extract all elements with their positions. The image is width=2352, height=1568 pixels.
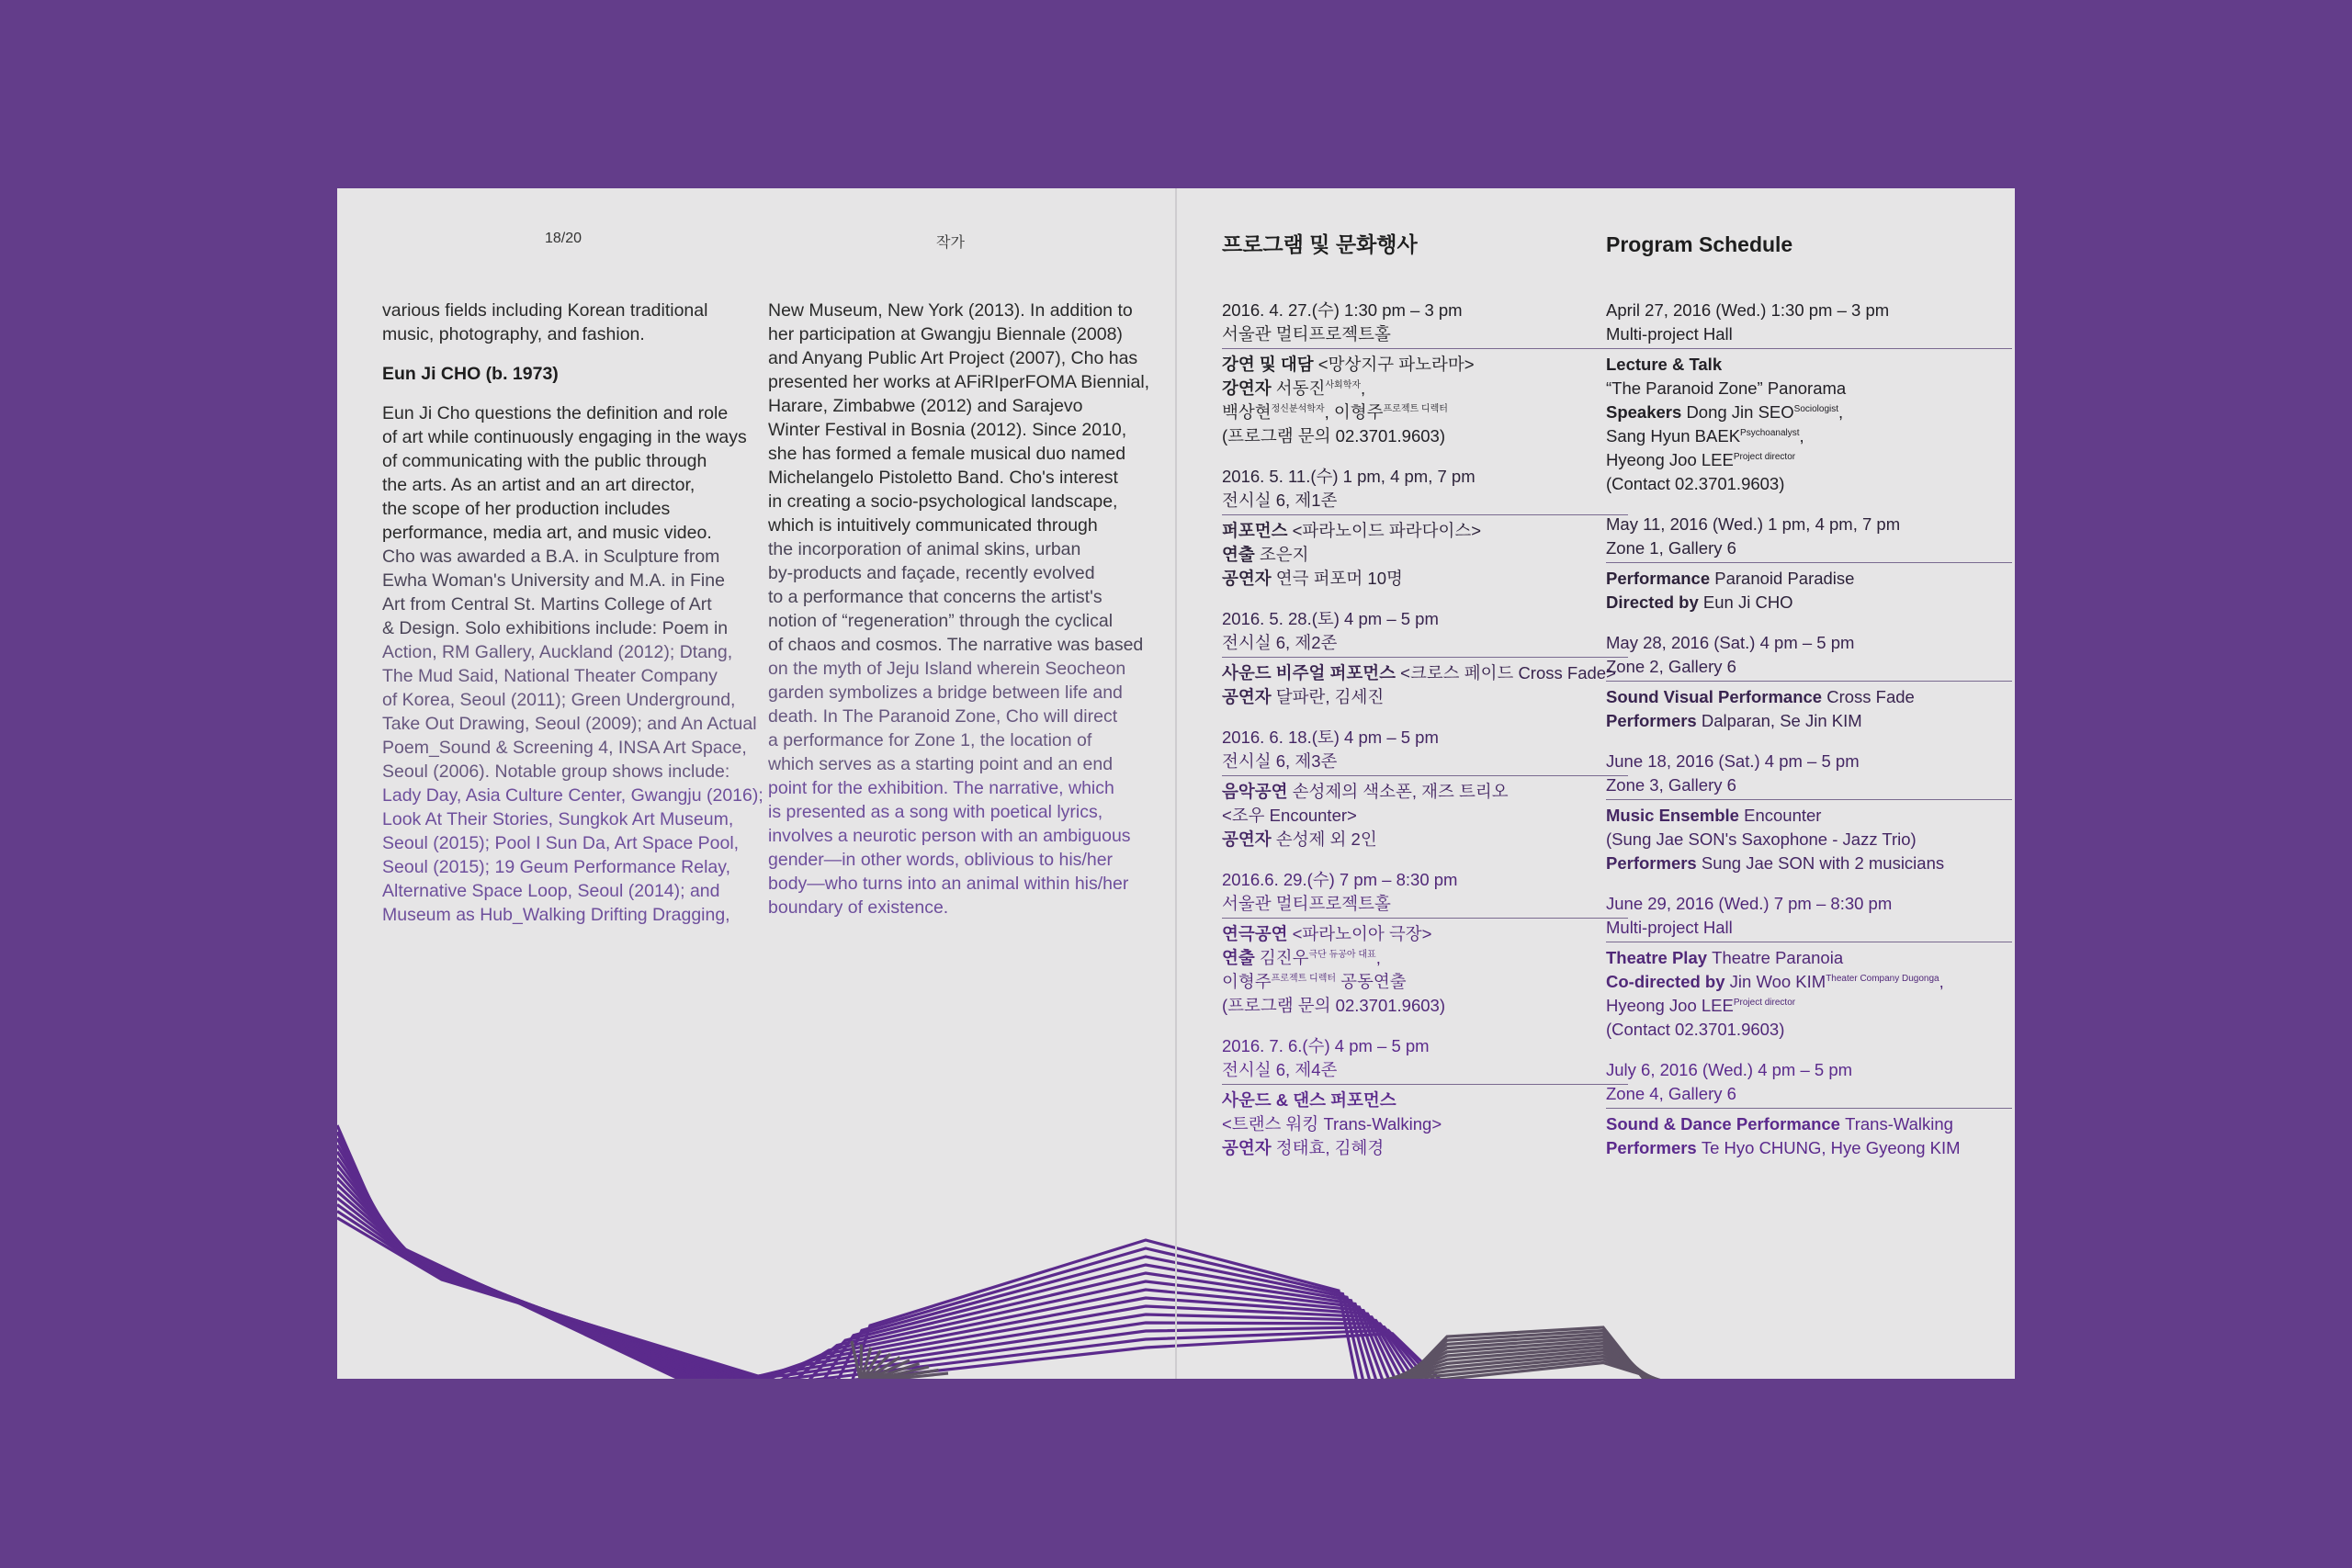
event-detail bbox=[1606, 970, 2012, 994]
text-column-2 bbox=[768, 299, 1154, 935]
event-date bbox=[1222, 726, 1628, 776]
detail-text: Jin Woo KIM bbox=[1729, 972, 1826, 991]
detail-text: Te Hyo CHUNG, Hye Gyeong KIM bbox=[1701, 1138, 1961, 1157]
event-detail bbox=[1222, 922, 1628, 946]
event-detail bbox=[1222, 400, 1628, 424]
detail-label: 사운드 & 댄스 퍼포먼스 bbox=[1222, 1090, 1396, 1110]
text-line: which is intuitively communicated through bbox=[768, 515, 1098, 536]
event-block bbox=[1222, 299, 1628, 448]
detail-label: 강연 및 대담 bbox=[1222, 355, 1318, 374]
detail-label: 공연자 bbox=[1222, 687, 1276, 706]
detail-text: 이형주 bbox=[1222, 972, 1272, 991]
text-line: involves a neurotic person with an ambiguous bbox=[768, 826, 1131, 846]
event-detail bbox=[1606, 1112, 2012, 1136]
detail-label: 연출 bbox=[1222, 948, 1260, 967]
event-datetime: 2016. 4. 27.(수) 1:30 pm – 3 pm bbox=[1222, 300, 1463, 320]
text-line: the incorporation of animal skins, urban bbox=[768, 539, 1081, 559]
event-datetime: 2016. 6. 18.(토) 4 pm – 5 pm bbox=[1222, 728, 1439, 747]
event-datetime: 2016. 7. 6.(수) 4 pm – 5 pm bbox=[1222, 1036, 1430, 1055]
event-detail bbox=[1606, 709, 2012, 733]
decor-line bbox=[337, 1185, 746, 1379]
detail-text: <트랜스 워킹 Trans-Walking> bbox=[1222, 1114, 1442, 1134]
event-block bbox=[1222, 1034, 1628, 1160]
event-block bbox=[1222, 726, 1628, 852]
english-event-list bbox=[1606, 299, 2012, 1160]
event-date bbox=[1222, 465, 1628, 515]
text-line: by-products and façade, recently evolved bbox=[768, 563, 1095, 583]
event-block bbox=[1222, 607, 1628, 709]
artist-bio bbox=[382, 401, 768, 927]
detail-label: Theatre Play bbox=[1606, 948, 1713, 967]
detail-text: “The Paranoid Zone” Panorama bbox=[1606, 378, 1847, 398]
purple-fan-left bbox=[337, 1125, 779, 1379]
role-superscript: Theater Company Dugonga bbox=[1826, 974, 1939, 984]
detail-label: Performers bbox=[1606, 711, 1702, 730]
detail-text: Hyeong Joo LEE bbox=[1606, 996, 1734, 1015]
event-block bbox=[1606, 631, 2012, 733]
decor-line bbox=[337, 1204, 765, 1379]
detail-text: <파라노이드 파라다이스> bbox=[1292, 521, 1482, 540]
event-date bbox=[1606, 1058, 2012, 1109]
role-superscript: Sociologist bbox=[1793, 404, 1839, 414]
event-detail bbox=[1606, 1018, 2012, 1042]
detail-label: 강연자 bbox=[1222, 378, 1276, 398]
event-datetime: April 27, 2016 (Wed.) 1:30 pm – 3 pm bbox=[1606, 300, 1890, 320]
event-detail bbox=[1222, 970, 1628, 994]
detail-text: 손성제의 색소폰, 재즈 트리오 bbox=[1292, 782, 1509, 801]
event-detail bbox=[1606, 377, 2012, 400]
detail-text: 연극 퍼포머 10명 bbox=[1275, 569, 1403, 588]
text-line: boundary of existence. bbox=[768, 897, 949, 918]
event-block bbox=[1606, 1058, 2012, 1160]
event-date bbox=[1222, 868, 1628, 919]
event-detail bbox=[1222, 353, 1628, 377]
text-line: Lady Day, Asia Culture Center, Gwangju (2016); bbox=[382, 785, 763, 806]
detail-label: 사운드 비주얼 퍼포먼스 bbox=[1222, 663, 1401, 682]
event-venue: 전시실 6, 제2존 bbox=[1222, 633, 1338, 652]
detail-text: <크로스 페이드 Cross Fade> bbox=[1400, 663, 1616, 682]
text-line: Museum as Hub_Walking Drifting Dragging, bbox=[382, 905, 730, 925]
detail-text: 달파란, 김세진 bbox=[1275, 687, 1385, 706]
detail-text: Cross Fade bbox=[1826, 687, 1915, 706]
detail-text: , bbox=[1939, 972, 1944, 991]
detail-label: Performers bbox=[1606, 1138, 1702, 1157]
role-superscript: 사회학자 bbox=[1325, 380, 1362, 390]
event-datetime: 2016. 5. 11.(수) 1 pm, 4 pm, 7 pm bbox=[1222, 467, 1476, 486]
english-schedule bbox=[1606, 231, 2012, 1177]
event-detail bbox=[1606, 591, 2012, 615]
event-detail bbox=[1606, 400, 2012, 424]
event-venue: 전시실 6, 제4존 bbox=[1222, 1060, 1338, 1079]
event-datetime: 2016.6. 29.(수) 7 pm – 8:30 pm bbox=[1222, 870, 1458, 889]
text-line: in creating a socio-psychological landscape, bbox=[768, 491, 1118, 512]
role-superscript: 프로젝트 디렉터 bbox=[1383, 404, 1448, 414]
event-venue: 전시실 6, 제3존 bbox=[1222, 751, 1338, 771]
text-line: of communicating with the public through bbox=[382, 451, 707, 471]
decor-line bbox=[337, 1191, 752, 1379]
text-column-1 bbox=[382, 299, 768, 942]
text-line: & Design. Solo exhibitions include: Poem in bbox=[382, 618, 729, 638]
event-detail bbox=[1606, 685, 2012, 709]
event-detail bbox=[1222, 804, 1628, 828]
detail-label: 공연자 bbox=[1222, 829, 1276, 849]
detail-text: <파라노이아 극장> bbox=[1292, 924, 1432, 943]
detail-label: 연극공연 bbox=[1222, 924, 1293, 943]
text-line: Ewha Woman's University and M.A. in Fine bbox=[382, 570, 725, 591]
detail-label: 공연자 bbox=[1222, 1138, 1276, 1157]
text-line: performance, media art, and music video. bbox=[382, 523, 712, 543]
detail-text: Dalparan, Se Jin KIM bbox=[1701, 711, 1862, 730]
event-datetime: June 18, 2016 (Sat.) 4 pm – 5 pm bbox=[1606, 751, 1860, 771]
detail-label: Directed by bbox=[1606, 592, 1703, 612]
detail-text: Dong Jin SEO bbox=[1686, 402, 1794, 422]
detail-label: Speakers bbox=[1606, 402, 1687, 422]
page-number: 18/20 bbox=[545, 231, 582, 246]
event-detail bbox=[1222, 661, 1628, 685]
event-detail bbox=[1606, 353, 2012, 377]
event-detail bbox=[1222, 567, 1628, 591]
role-superscript: 프로젝트 디렉터 bbox=[1271, 974, 1337, 984]
event-venue: Zone 4, Gallery 6 bbox=[1606, 1084, 1736, 1103]
center-fold bbox=[1175, 188, 1177, 1379]
event-date bbox=[1606, 513, 2012, 563]
text-line: Seoul (2015); 19 Geum Performance Relay, bbox=[382, 857, 730, 877]
text-line: she has formed a female musical duo named bbox=[768, 444, 1126, 464]
event-venue: Zone 2, Gallery 6 bbox=[1606, 657, 1736, 676]
event-detail bbox=[1606, 804, 2012, 828]
event-datetime: 2016. 5. 28.(토) 4 pm – 5 pm bbox=[1222, 609, 1439, 628]
event-detail bbox=[1222, 946, 1628, 970]
detail-label: Performance bbox=[1606, 569, 1715, 588]
detail-text: , bbox=[1799, 426, 1804, 446]
detail-text: , bbox=[1838, 402, 1844, 422]
event-date bbox=[1606, 750, 2012, 800]
text-line: gender—in other words, oblivious to his/her bbox=[768, 850, 1114, 870]
event-datetime: May 28, 2016 (Sat.) 4 pm – 5 pm bbox=[1606, 633, 1855, 652]
event-block bbox=[1222, 465, 1628, 591]
event-date bbox=[1222, 607, 1628, 658]
event-block bbox=[1606, 892, 2012, 1042]
text-line: Action, RM Gallery, Auckland (2012); Dtang, bbox=[382, 642, 733, 662]
event-datetime: July 6, 2016 (Wed.) 4 pm – 5 pm bbox=[1606, 1060, 1853, 1079]
detail-label: Lecture & Talk bbox=[1606, 355, 1723, 374]
event-detail bbox=[1606, 567, 2012, 591]
event-venue: Zone 1, Gallery 6 bbox=[1606, 538, 1736, 558]
role-superscript: Psychoanalyst bbox=[1740, 428, 1800, 438]
event-detail bbox=[1606, 424, 2012, 448]
event-block bbox=[1606, 299, 2012, 496]
text-line: Poem_Sound & Screening 4, INSA Art Space, bbox=[382, 738, 747, 758]
section-label: 작가 bbox=[936, 235, 965, 251]
detail-text: Paranoid Paradise bbox=[1714, 569, 1855, 588]
text-line: presented her works at AFiRIperFOMA Biennial, bbox=[768, 372, 1150, 392]
detail-text: Hyeong Joo LEE bbox=[1606, 450, 1734, 469]
event-detail bbox=[1222, 543, 1628, 567]
text-line: notion of “regeneration” through the cyclical bbox=[768, 611, 1114, 631]
text-line: which serves as a starting point and an end bbox=[768, 754, 1114, 774]
booklet-spread bbox=[337, 188, 2015, 1379]
artist-heading: Eun Ji CHO (b. 1973) bbox=[382, 364, 559, 384]
event-venue: 서울관 멀티프로젝트홀 bbox=[1222, 894, 1391, 913]
detail-text: , bbox=[1375, 948, 1381, 967]
text-line: garden symbolizes a bridge between life and bbox=[768, 682, 1123, 703]
detail-label: Sound & Dance Performance bbox=[1606, 1114, 1846, 1134]
event-detail bbox=[1222, 519, 1628, 543]
event-detail bbox=[1606, 472, 2012, 496]
text-line: of art while continuously engaging in the ways bbox=[382, 427, 747, 447]
purple-fan-center bbox=[658, 1240, 1442, 1379]
detail-text: 공동연출 bbox=[1336, 972, 1407, 991]
detail-text: (Contact 02.3701.9603) bbox=[1606, 1020, 1785, 1039]
event-detail bbox=[1222, 377, 1628, 400]
decor-line bbox=[337, 1212, 773, 1379]
text-line: Art from Central St. Martins College of Art bbox=[382, 594, 712, 615]
text-line: of chaos and cosmos. The narrative was based bbox=[768, 635, 1144, 655]
event-venue: Zone 3, Gallery 6 bbox=[1606, 775, 1736, 795]
decor-line bbox=[337, 1198, 759, 1379]
detail-text: 서동진 bbox=[1275, 378, 1326, 398]
event-venue: 서울관 멀티프로젝트홀 bbox=[1222, 324, 1391, 344]
role-superscript: Project director bbox=[1733, 452, 1796, 462]
detail-label: Sound Visual Performance bbox=[1606, 687, 1827, 706]
event-date bbox=[1606, 299, 2012, 349]
text-line: Alternative Space Loop, Seoul (2014); and bbox=[382, 881, 720, 901]
event-date bbox=[1606, 631, 2012, 682]
decor-line bbox=[337, 1218, 779, 1379]
detail-text: Sang Hyun BAEK bbox=[1606, 426, 1741, 446]
text-line: music, photography, and fashion. bbox=[382, 324, 645, 344]
detail-text: 김진우 bbox=[1259, 948, 1309, 967]
event-date bbox=[1222, 1034, 1628, 1085]
text-line: body—who turns into an animal within his/her bbox=[768, 874, 1129, 894]
detail-text: 조은지 bbox=[1259, 545, 1309, 564]
event-date bbox=[1606, 892, 2012, 942]
decor-line bbox=[861, 1345, 862, 1380]
event-venue: Multi-project Hall bbox=[1606, 324, 1733, 344]
role-superscript: 극단 듀공아 대표 bbox=[1308, 950, 1376, 960]
event-detail bbox=[1606, 994, 2012, 1018]
korean-schedule-title: 프로그램 및 문화행사 bbox=[1222, 232, 1418, 256]
text-line: Cho was awarded a B.A. in Sculpture from bbox=[382, 547, 720, 567]
event-date bbox=[1222, 299, 1628, 349]
korean-schedule bbox=[1222, 231, 1628, 1177]
detail-text: Encounter bbox=[1744, 806, 1822, 825]
detail-text: (프로그램 문의 02.3701.9603) bbox=[1222, 996, 1445, 1015]
detail-text: Trans-Walking bbox=[1845, 1114, 1953, 1134]
text-line: the arts. As an artist and an art director, bbox=[382, 475, 695, 495]
text-line: the scope of her production includes bbox=[382, 499, 671, 519]
decor-line bbox=[337, 1179, 740, 1379]
detail-text: Sung Jae SON with 2 musicians bbox=[1701, 853, 1945, 873]
text-line: Eun Ji Cho questions the definition and role bbox=[382, 403, 729, 423]
korean-event-list bbox=[1222, 299, 1628, 1160]
event-detail bbox=[1606, 946, 2012, 970]
event-datetime: May 11, 2016 (Wed.) 1 pm, 4 pm, 7 pm bbox=[1606, 514, 1901, 534]
event-detail bbox=[1222, 780, 1628, 804]
text-line: Take Out Drawing, Seoul (2009); and An Actual bbox=[382, 714, 757, 734]
event-block bbox=[1606, 513, 2012, 615]
text-line: to a performance that concerns the artist's bbox=[768, 587, 1102, 607]
english-schedule-title: Program Schedule bbox=[1606, 232, 1793, 256]
event-detail bbox=[1222, 994, 1628, 1018]
event-detail bbox=[1606, 828, 2012, 852]
event-block bbox=[1606, 750, 2012, 875]
event-block bbox=[1222, 868, 1628, 1018]
detail-text: <망상지구 파노라마> bbox=[1317, 355, 1475, 374]
text-line: Harare, Zimbabwe (2012) and Sarajevo bbox=[768, 396, 1083, 416]
detail-text: <조우 Encounter> bbox=[1222, 806, 1357, 825]
text-line: of Korea, Seoul (2011); Green Underground, bbox=[382, 690, 736, 710]
text-line: is presented as a song with poetical lyrics, bbox=[768, 802, 1103, 822]
detail-text: Eun Ji CHO bbox=[1702, 592, 1793, 612]
role-superscript: Project director bbox=[1733, 998, 1796, 1008]
text-line: Look At Their Stories, Sungkok Art Museum, bbox=[382, 809, 734, 829]
text-line: Winter Festival in Bosnia (2012). Since 2010, bbox=[768, 420, 1127, 440]
event-detail bbox=[1222, 1089, 1628, 1112]
detail-text: , bbox=[1361, 378, 1366, 398]
role-superscript: 정신분석학자 bbox=[1271, 404, 1325, 414]
text-line: various fields including Korean traditional bbox=[382, 300, 708, 321]
artist-bio-continued bbox=[768, 299, 1154, 919]
detail-text: 손성제 외 2인 bbox=[1275, 829, 1377, 849]
detail-label: 퍼포먼스 bbox=[1222, 521, 1293, 540]
decor-line bbox=[337, 1171, 732, 1379]
detail-text: Theatre Paranoia bbox=[1712, 948, 1844, 967]
event-detail bbox=[1222, 1112, 1628, 1136]
text-line: point for the exhibition. The narrative, which bbox=[768, 778, 1114, 798]
event-detail bbox=[1606, 1136, 2012, 1160]
text-line: a performance for Zone 1, the location of bbox=[768, 730, 1092, 750]
event-datetime: June 29, 2016 (Wed.) 7 pm – 8:30 pm bbox=[1606, 894, 1893, 913]
detail-text: 정태효, 김혜경 bbox=[1275, 1138, 1385, 1157]
detail-text: , 이형주 bbox=[1324, 402, 1384, 422]
text-line: on the myth of Jeju Island wherein Seocheon bbox=[768, 659, 1126, 679]
decor-line bbox=[337, 1165, 726, 1379]
event-detail bbox=[1606, 448, 2012, 472]
detail-label: 음악공연 bbox=[1222, 782, 1293, 801]
detail-label: 연출 bbox=[1222, 545, 1260, 564]
event-venue: 전시실 6, 제1존 bbox=[1222, 491, 1338, 510]
text-line: Seoul (2006). Notable group shows include: bbox=[382, 761, 730, 782]
text-line: Seoul (2015); Pool I Sun Da, Art Space Pool, bbox=[382, 833, 740, 853]
event-detail bbox=[1222, 424, 1628, 448]
text-line: death. In The Paranoid Zone, Cho will direct bbox=[768, 706, 1118, 727]
detail-label: Co-directed by bbox=[1606, 972, 1730, 991]
text-line: and Anyang Public Art Project (2007), Cho has bbox=[768, 348, 1138, 368]
detail-label: Music Ensemble bbox=[1606, 806, 1745, 825]
detail-label: Performers bbox=[1606, 853, 1702, 873]
event-detail bbox=[1222, 828, 1628, 852]
text-line: The Mud Said, National Theater Company bbox=[382, 666, 718, 686]
event-detail bbox=[1222, 1136, 1628, 1160]
text-line: New Museum, New York (2013). In addition to bbox=[768, 300, 1133, 321]
event-detail bbox=[1222, 685, 1628, 709]
text-line: Michelangelo Pistoletto Band. Cho's interest bbox=[768, 468, 1118, 488]
detail-text: (Sung Jae SON's Saxophone - Jazz Trio) bbox=[1606, 829, 1917, 849]
detail-text: (Contact 02.3701.9603) bbox=[1606, 474, 1785, 493]
event-detail bbox=[1606, 852, 2012, 875]
text-line: her participation at Gwangju Biennale (2008) bbox=[768, 324, 1123, 344]
detail-text: (프로그램 문의 02.3701.9603) bbox=[1222, 426, 1445, 446]
detail-text: 백상현 bbox=[1222, 402, 1272, 422]
detail-label: 공연자 bbox=[1222, 569, 1276, 588]
event-venue: Multi-project Hall bbox=[1606, 918, 1733, 937]
intro-paragraph bbox=[382, 299, 768, 346]
